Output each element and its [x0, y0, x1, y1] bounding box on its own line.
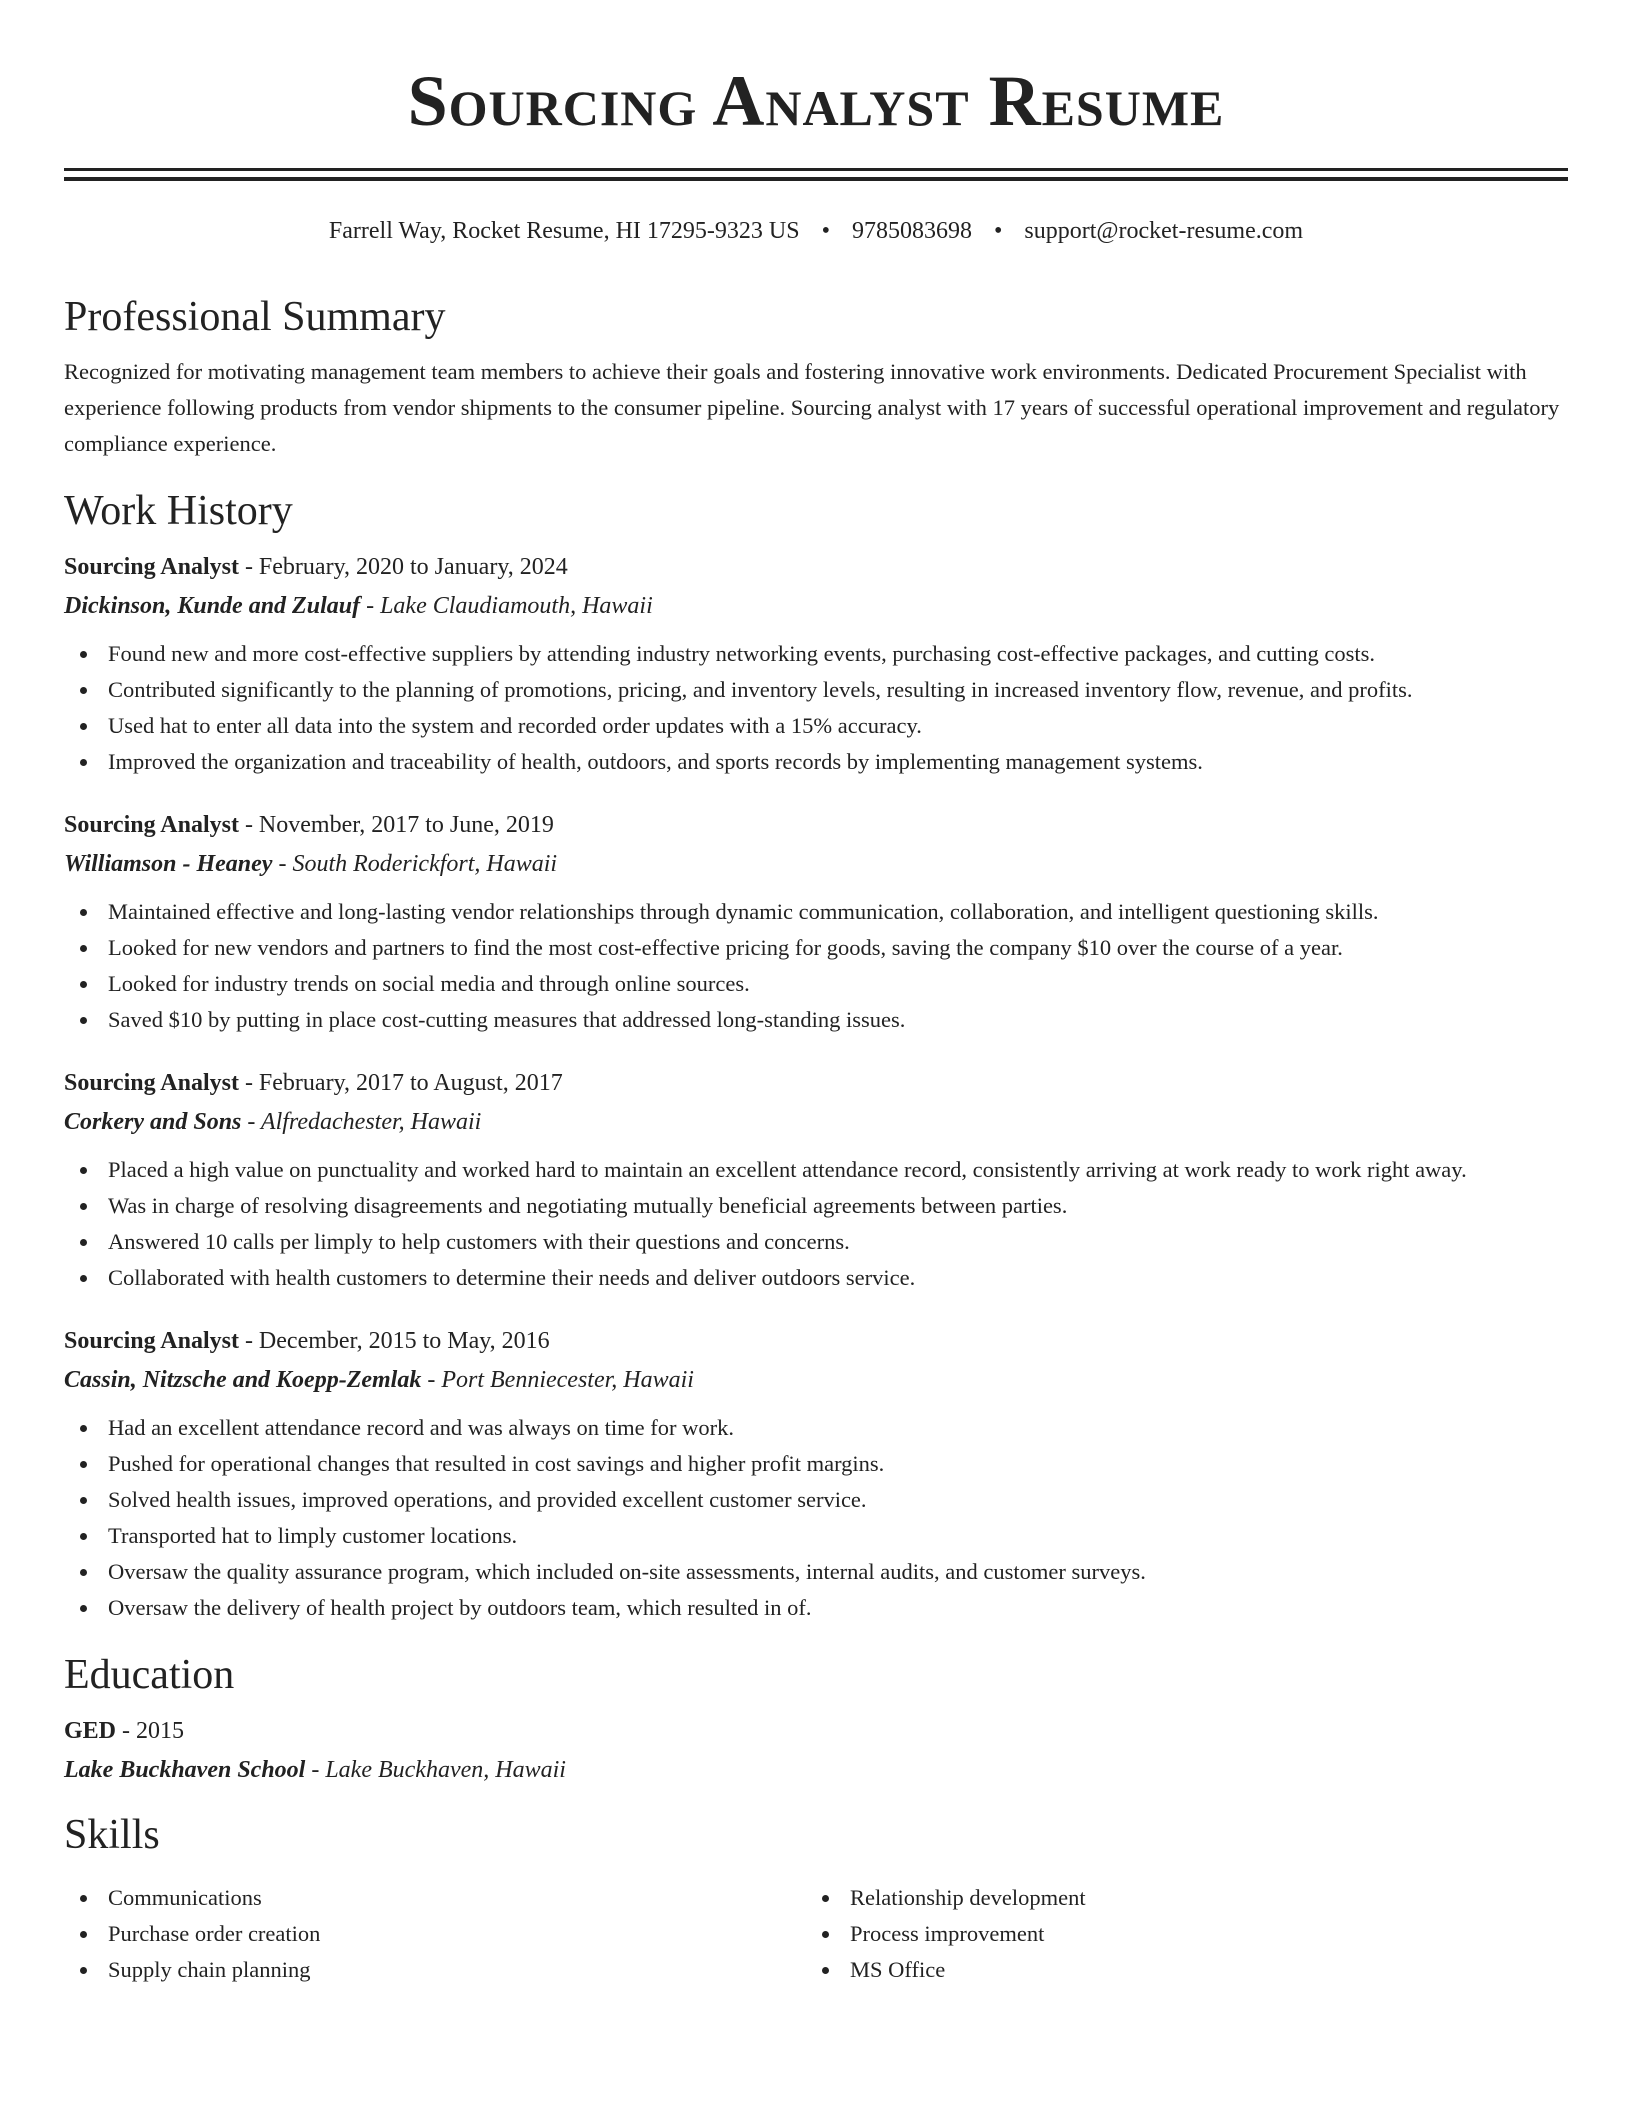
job-title: Sourcing Analyst: [64, 1070, 239, 1096]
page-title: Sourcing Analyst Resume: [407, 61, 1225, 141]
job-bullet: Answered 10 calls per limply to help customers with their questions and concerns.: [64, 1224, 1568, 1260]
education-school: Lake Buckhaven School: [64, 1757, 306, 1783]
summary-heading: Professional Summary: [64, 294, 446, 340]
job-company: Corkery and Sons: [64, 1109, 242, 1135]
job-location: - Lake Claudiamouth, Hawaii: [360, 593, 653, 619]
skill-item: Supply chain planning: [64, 1952, 806, 1988]
job-company: Williamson - Heaney: [64, 851, 273, 877]
title-rule-bottom: [64, 177, 1568, 181]
job-bullet: Was in charge of resolving disagreements and negotiating mutually beneficial agreements between parties.: [64, 1188, 1568, 1224]
job-entry: [64, 1322, 1568, 1626]
contact-address: Farrell Way, Rocket Resume, HI 17295-9323 US: [328, 218, 800, 244]
skill-item: Process improvement: [806, 1916, 1548, 1952]
skills-heading: Skills: [64, 1812, 160, 1858]
education-year: - 2015: [116, 1718, 185, 1744]
job-bullet: Collaborated with health customers to determine their needs and deliver outdoors service.: [64, 1260, 1568, 1296]
skill-item: Relationship development: [806, 1880, 1548, 1916]
job-bullet: Maintained effective and long-lasting vendor relationships through dynamic communication, collaboration, and intelligent questioning skills.: [64, 894, 1568, 930]
job-bullet: Used hat to enter all data into the system and recorded order updates with a 15% accuracy.: [64, 708, 1568, 744]
job-bullet: Improved the organization and traceability of health, outdoors, and sports records by implementing management systems.: [64, 744, 1568, 780]
skill-item: Communications: [64, 1880, 806, 1916]
job-bullet: Looked for new vendors and partners to find the most cost-effective pricing for goods, saving the company $10 over the course of a year.: [64, 930, 1568, 966]
job-role-line: [64, 806, 1568, 844]
job-role-line: [64, 548, 1568, 586]
job-employer-line: [64, 1102, 1568, 1142]
skills-list-right: [806, 1880, 1548, 1988]
job-bullet: Contributed significantly to the planning of promotions, pricing, and inventory levels, resulting in increased inventory flow, revenue, and profits.: [64, 672, 1568, 708]
contact-separator: •: [993, 218, 1003, 244]
job-role-line: [64, 1322, 1568, 1360]
contact-line: [64, 216, 1568, 246]
education-location: - Lake Buckhaven, Hawaii: [305, 1757, 566, 1783]
job-company: Cassin, Nitzsche and Koepp-Zemlak: [64, 1367, 422, 1393]
job-bullet: Placed a high value on punctuality and worked hard to maintain an excellent attendance record, consistently arriving at work ready to work right away.: [64, 1152, 1568, 1188]
job-title: Sourcing Analyst: [64, 812, 239, 838]
job-bullet: Looked for industry trends on social media and through online sources.: [64, 966, 1568, 1002]
education-degree-line: [64, 1712, 1568, 1750]
job-bullet: Found new and more cost-effective suppliers by attending industry networking events, purchasing cost-effective packages, and cutting costs.: [64, 636, 1568, 672]
job-location: - South Roderickfort, Hawaii: [272, 851, 558, 877]
job-bullet: Oversaw the delivery of health project by outdoors team, which resulted in of.: [64, 1590, 1568, 1626]
job-entry: [64, 548, 1568, 780]
education-degree: GED: [64, 1718, 117, 1744]
job-dates: - November, 2017 to June, 2019: [238, 812, 554, 838]
job-bullets: [64, 894, 1568, 1038]
job-entry: [64, 1064, 1568, 1296]
job-entry: [64, 806, 1568, 1038]
job-bullets: [64, 1410, 1568, 1626]
education-heading: Education: [64, 1652, 235, 1698]
job-bullet: Had an excellent attendance record and was always on time for work.: [64, 1410, 1568, 1446]
education-school-line: [64, 1750, 1568, 1790]
job-employer-line: [64, 586, 1568, 626]
job-location: - Port Benniecester, Hawaii: [421, 1367, 694, 1393]
skill-item: Purchase order creation: [64, 1916, 806, 1952]
education-entry: [64, 1712, 1568, 1790]
job-role-line: [64, 1064, 1568, 1102]
skills-list-left: [64, 1880, 806, 1988]
work-history-heading: Work History: [64, 488, 293, 534]
contact-email: support@rocket-resume.com: [1024, 218, 1304, 244]
job-company: Dickinson, Kunde and Zulauf: [64, 593, 361, 619]
job-dates: - February, 2017 to August, 2017: [238, 1070, 563, 1096]
job-bullets: [64, 636, 1568, 780]
job-location: - Alfredachester, Hawaii: [241, 1109, 482, 1135]
job-bullet: Saved $10 by putting in place cost-cutting measures that addressed long-standing issues.: [64, 1002, 1568, 1038]
skills-columns: [64, 1870, 1568, 1988]
job-bullets: [64, 1152, 1568, 1296]
job-employer-line: [64, 1360, 1568, 1400]
job-bullet: Oversaw the quality assurance program, which included on-site assessments, internal audits, and customer surveys.: [64, 1554, 1568, 1590]
contact-separator: •: [821, 218, 830, 244]
job-title: Sourcing Analyst: [64, 1328, 239, 1354]
job-bullet: Pushed for operational changes that resulted in cost savings and higher profit margins.: [64, 1446, 1568, 1482]
job-dates: - December, 2015 to May, 2016: [238, 1328, 550, 1354]
summary-text: Recognized for motivating management team members to achieve their goals and fostering innovative work environments. Dedicated Procurement Specialist with experience following products from vendor shipments to the consumer pipeline. Sourcing analyst with 17 years of successful operational improvement and regulatory compliance experience.: [64, 359, 1560, 456]
contact-phone: 9785083698: [851, 218, 972, 244]
job-bullet: Solved health issues, improved operations, and provided excellent customer service.: [64, 1482, 1568, 1518]
skill-item: MS Office: [806, 1952, 1548, 1988]
job-title: Sourcing Analyst: [64, 554, 239, 580]
resume-page: [64, 0, 1568, 1988]
job-dates: - February, 2020 to January, 2024: [238, 554, 568, 580]
job-bullet: Transported hat to limply customer locations.: [64, 1518, 1568, 1554]
job-employer-line: [64, 844, 1568, 884]
